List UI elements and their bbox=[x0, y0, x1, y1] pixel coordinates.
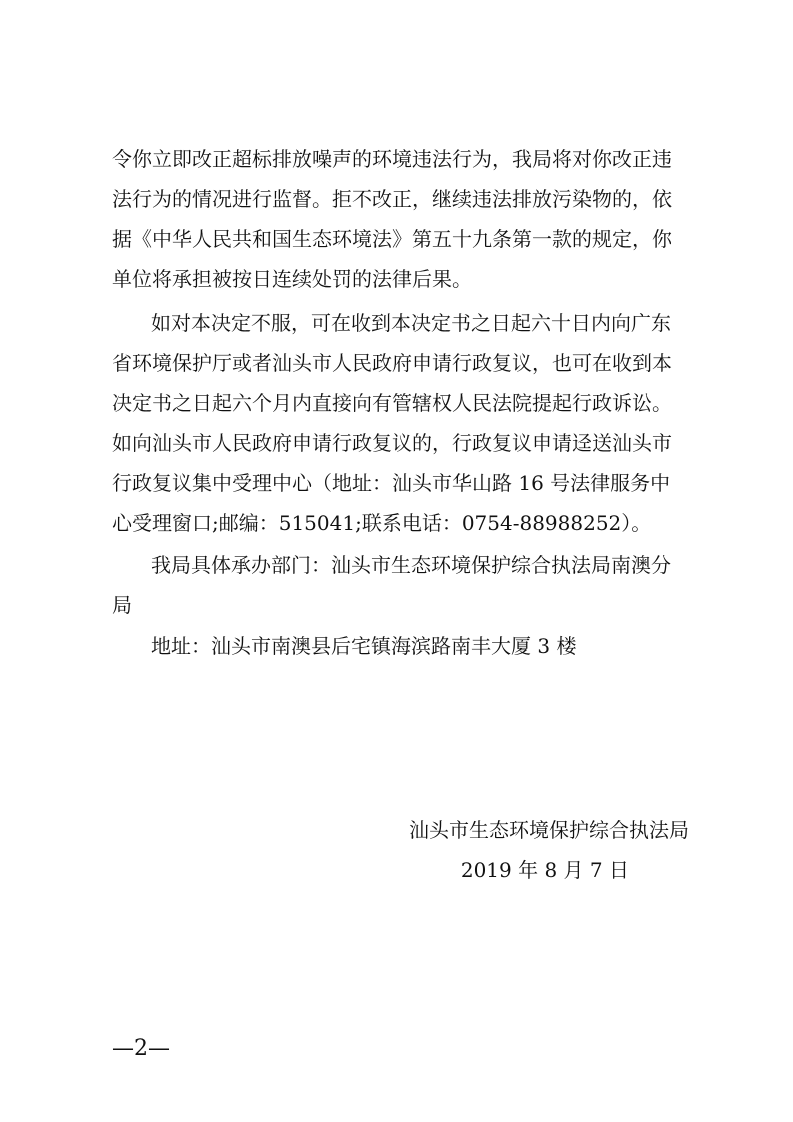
issuer-name: 汕头市生态环境保护综合执法局 bbox=[409, 818, 689, 842]
page-number: —2— bbox=[112, 1036, 170, 1061]
paragraph-4-line-1: 地址：汕头市南澳县后宅镇海滨路南丰大厦 3 楼 bbox=[151, 634, 577, 658]
paragraph-2-line-5: 行政复议集中受理中心（地址：汕头市华山路 16 号法律服务中 bbox=[112, 471, 671, 495]
paragraph-1-line-4: 单位将承担被按日连续处罚的法律后果。 bbox=[112, 267, 472, 291]
paragraph-1-line-1: 令你立即改正超标排放噪声的环境违法行为，我局将对你改正违 bbox=[112, 147, 672, 171]
issue-date: 2019 年 8 月 7 日 bbox=[460, 858, 629, 882]
paragraph-1-line-3: 据《中华人民共和国生态环境法》第五十九条第一款的规定，你 bbox=[112, 227, 672, 251]
paragraph-3-line-2: 局 bbox=[112, 593, 132, 617]
paragraph-1-line-2: 法行为的情况进行监督。拒不改正，继续违法排放污染物的，依 bbox=[112, 187, 672, 211]
paragraph-2-line-4: 如向汕头市人民政府申请行政复议的，行政复议申请迳送汕头市 bbox=[112, 431, 672, 455]
paragraph-2-line-6: 心受理窗口;邮编：515041;联系电话：0754-88988252）。 bbox=[112, 511, 652, 535]
paragraph-2-line-3: 决定书之日起六个月内直接向有管辖权人民法院提起行政诉讼。 bbox=[112, 391, 672, 415]
paragraph-2-line-1: 如对本决定不服，可在收到本决定书之日起六十日内向广东 bbox=[151, 311, 671, 335]
paragraph-2-line-2: 省环境保护厅或者汕头市人民政府申请行政复议，也可在收到本 bbox=[112, 351, 672, 375]
paragraph-3-line-1: 我局具体承办部门：汕头市生态环境保护综合执法局南澳分 bbox=[151, 553, 671, 577]
